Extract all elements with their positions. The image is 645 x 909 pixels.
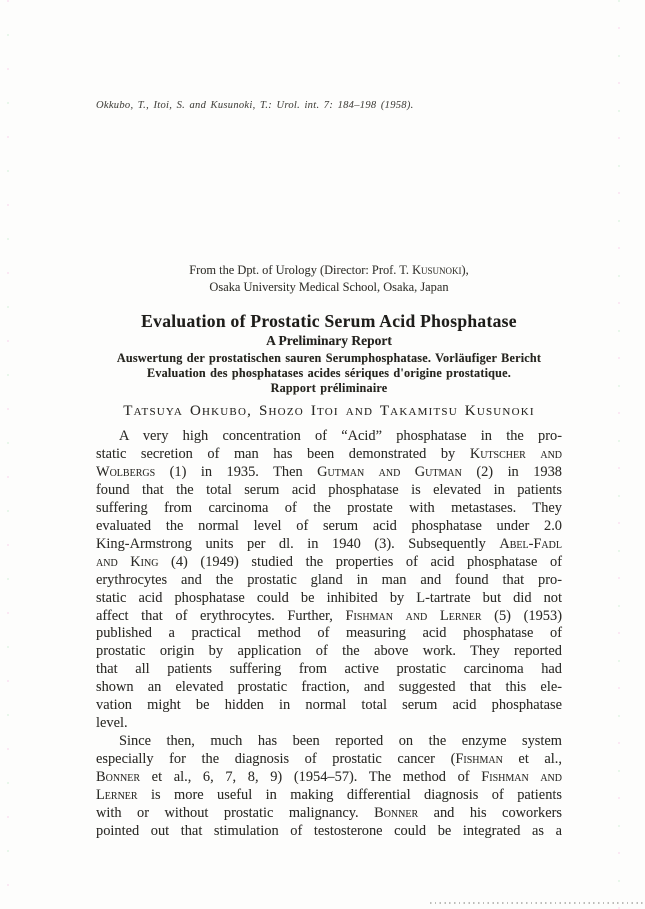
text-segment: static secretion of man has been demonstrated by xyxy=(96,445,470,462)
text-segment: static acid phosphatase could be inhibited by L-tartrate but did not xyxy=(96,589,562,606)
small-caps-name: Lerner xyxy=(96,787,138,804)
article-subtitle: A Preliminary Report xyxy=(266,333,392,348)
body-line xyxy=(96,446,562,464)
text-segment: published a practical method of measuring acid phosphatase of xyxy=(96,625,562,642)
text-segment: prostatic origin by application of the above work. They reported xyxy=(96,643,562,660)
text-segment: ), xyxy=(461,263,469,277)
body-line xyxy=(96,769,562,787)
text-segment: and his coworkers xyxy=(418,805,562,822)
small-caps-name: Fishman and xyxy=(481,769,562,786)
authors-line: Tatsuya Ohkubo, Shozo Itoi and Takamitsu Kusunoki xyxy=(123,403,535,419)
text-segment: (2) in 1938 xyxy=(461,463,562,480)
article-title: Evaluation of Prostatic Serum Acid Phosphatase xyxy=(141,311,517,331)
text-segment: pointed out that stimulation of testosterone could be integrated as a xyxy=(96,822,562,839)
body-line xyxy=(96,805,562,823)
small-caps-name: Bonner xyxy=(96,769,141,786)
small-caps-name: Gutman and Gutman xyxy=(317,463,462,480)
small-caps-name: Bonner xyxy=(374,805,419,822)
body-line xyxy=(96,536,562,554)
body-line xyxy=(96,787,562,805)
title-block xyxy=(80,311,578,420)
text-segment: (1) in 1935. Then xyxy=(155,463,318,480)
affiliation-line-1 xyxy=(96,262,562,279)
body-line xyxy=(96,661,562,679)
affiliation-line-2: Osaka University Medical School, Osaka, Japan xyxy=(209,279,449,294)
scan-noise-left-edge xyxy=(7,0,9,909)
small-caps-name: Wolbergs xyxy=(96,463,156,480)
text-segment: A very high concentration of “Acid” phosphatase in the pro- xyxy=(119,428,562,444)
small-caps-name: and King xyxy=(96,553,159,570)
text-segment: level. xyxy=(96,715,128,732)
affiliation-block xyxy=(96,262,562,295)
body-line xyxy=(96,625,562,643)
journal-citation-line: Okkubo, T., Itoi, S. and Kusunoki, T.: Urol. int. 7: 184–198 (1958). xyxy=(96,100,414,111)
text-segment: King-Armstrong units per dl. in 1940 (3). Subsequently xyxy=(96,535,500,552)
body-line xyxy=(96,715,562,733)
body-line xyxy=(96,572,562,590)
body-line xyxy=(96,554,562,572)
text-segment: especially for the diagnosis of prostatic cancer ( xyxy=(96,751,456,768)
text-segment: Since then, much has been reported on the enzyme system xyxy=(119,733,562,750)
body-line xyxy=(96,500,562,518)
body-line xyxy=(96,751,562,769)
small-caps-name: Fishman xyxy=(455,751,503,768)
title-german: Auswertung der prostatischen sauren Serumphosphatase. Vorläufiger Bericht xyxy=(116,351,542,365)
text-segment: is more useful in making differential diagnosis of patients xyxy=(137,787,562,804)
body-line xyxy=(96,697,562,715)
scan-dotted-line-artifact xyxy=(430,902,643,904)
text-segment: evaluated the normal level of serum acid phosphatase under 2.0 xyxy=(96,517,562,534)
small-caps-name: Fishman and Lerner xyxy=(345,607,482,624)
text-segment: et al., 6, 7, 8, 9) (1954–57). The method of xyxy=(140,769,482,786)
scan-noise-right-edge xyxy=(618,0,620,909)
article-body xyxy=(96,428,562,841)
text-segment: From the Dpt. of Urology (Director: Prof. T. xyxy=(189,263,413,277)
text-segment: suffering from carcinoma of the prostate with metastases. They xyxy=(96,499,562,516)
body-line xyxy=(96,464,562,482)
body-line xyxy=(96,590,562,608)
text-segment: affect that of erythrocytes. Further, xyxy=(96,607,346,624)
title-french-line-1: Evaluation des phosphatases acides sériques d'origine prostatique. xyxy=(146,366,511,380)
body-line xyxy=(96,679,562,697)
text-segment: shown an elevated prostatic fraction, and suggested that this ele- xyxy=(96,679,562,696)
body-line xyxy=(96,518,562,536)
small-caps-name: Kutscher and xyxy=(469,445,563,462)
text-segment: erythrocytes and the prostatic gland in man and found that pro- xyxy=(96,571,562,588)
text-segment: (4) (1949) studied the properties of acid phosphatase of xyxy=(158,553,562,570)
text-segment: with or without prostatic malignancy. xyxy=(96,805,375,822)
text-segment: et al., xyxy=(502,751,563,768)
small-caps-name: Kusunoki xyxy=(412,263,462,277)
small-caps-name: Abel-Fadl xyxy=(499,535,562,552)
text-segment: that all patients suffering from active prostatic carcinoma had xyxy=(96,661,562,678)
text-segment: (5) (1953) xyxy=(481,607,562,624)
title-french-line-2: Rapport préliminaire xyxy=(270,381,388,395)
body-line xyxy=(96,643,562,661)
body-line xyxy=(96,482,562,500)
body-line xyxy=(96,428,562,446)
body-line xyxy=(96,608,562,626)
text-segment: found that the total serum acid phosphatase is elevated in patients xyxy=(96,481,562,498)
body-line xyxy=(96,733,562,751)
body-line xyxy=(96,823,562,841)
text-segment: vation might be hidden in normal total serum acid phosphatase xyxy=(96,697,562,714)
